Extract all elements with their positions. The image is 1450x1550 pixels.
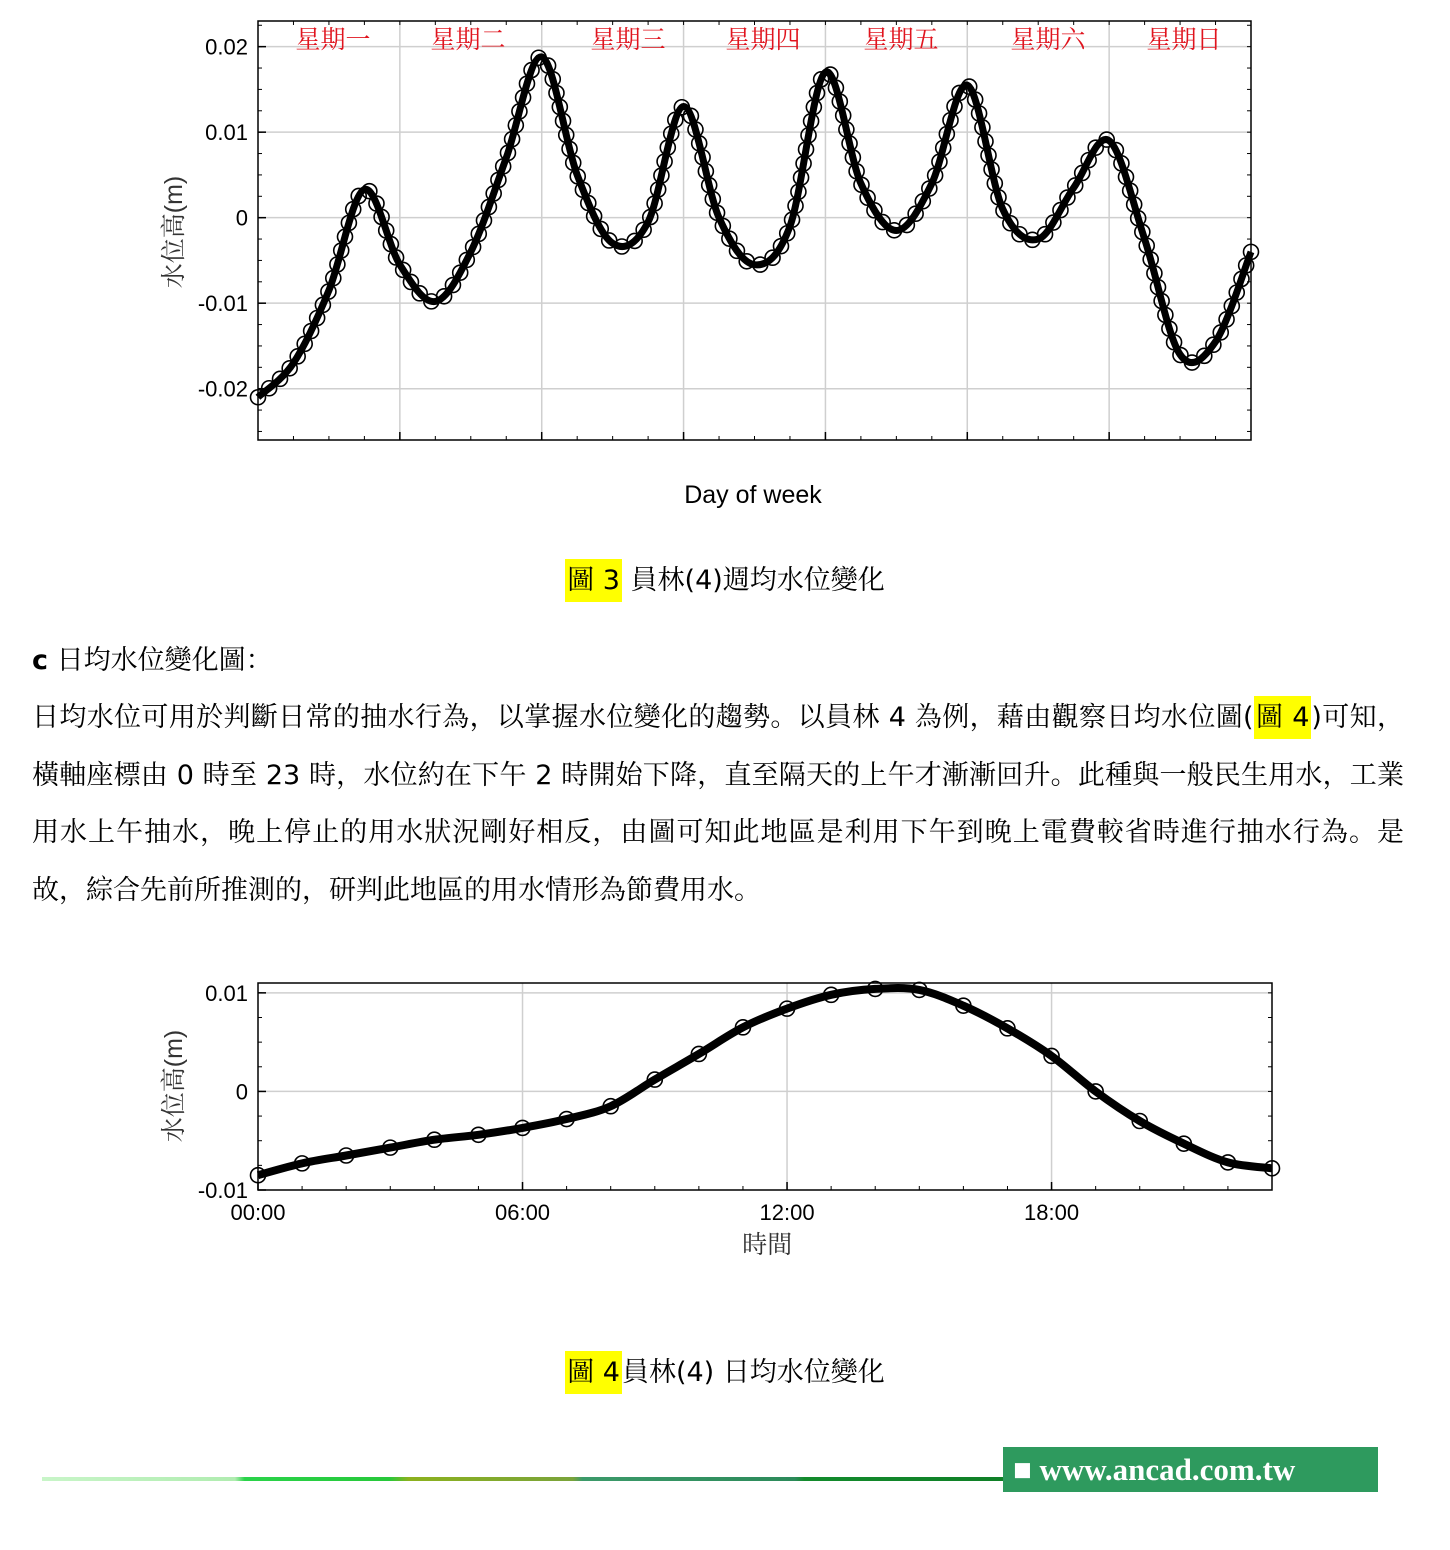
figure4-caption-text: 員林(4) 日均水位變化 [621,1357,885,1388]
x-tick-label: 06:00 [494,1200,551,1225]
paragraph-text-1: 日均水位可用於判斷日常的抽水行為，以掌握水位變化的趨勢。以員林 4 為例，藉由觀察日均水位圖( [32,702,1254,733]
section-heading-text: 日均水位變化圖： [48,645,273,676]
y-axis-title: 水位高(m) [160,175,188,289]
day-label: 星期五 [863,26,939,54]
daily-water-level-chart [0,975,1450,1299]
footer-url: www.ancad.com.tw [1031,1452,1296,1487]
y-tick-label: 0 [235,205,248,231]
paragraph-text-2: )可知，橫軸座標由 0 時至 23 時，水位約在下午 2 時開始下降，直至隔天的上午才漸漸回升。此種與一般民生用水，工業用水上午抽水，晚上停止的用水狀況剛好相反，由圖可知此地區是利用下午到晚上電費較省時進行抽水行為。是故，綜合先前所推測的，研判此地區的用水情形為節費用水。 [32,702,1404,906]
y-axis-title: 水位高(m) [160,1029,188,1143]
y-tick-label: 0 [235,1079,248,1105]
x-tick-label: 12:00 [759,1200,815,1225]
figure4-caption [0,1350,1450,1389]
day-label: 星期一 [295,26,371,54]
y-tick-label: 0.02 [205,34,248,60]
day-label: 星期日 [1146,26,1222,54]
y-tick-label: -0.02 [197,376,248,402]
daily-chart-series [251,981,1280,1182]
figure4-reference: 圖 4 [1254,696,1312,739]
footer-url-badge[interactable] [1003,1447,1378,1492]
weekly-chart-frame [258,21,1251,440]
day-label: 星期二 [430,26,506,54]
day-label: 星期四 [725,26,801,54]
section-c-paragraph [32,689,1404,919]
day-label: 星期三 [590,26,666,54]
y-tick-label: 0.01 [205,980,248,1006]
square-icon: ■ [1013,1452,1032,1487]
y-tick-label: -0.01 [197,1178,248,1203]
weekly-series-line [258,57,1251,397]
daily-chart-labels [160,981,1272,1259]
figure3-caption-text: 員林(4)週均水位變化 [621,565,885,596]
figure3-caption [0,558,1450,597]
y-tick-label: 0.01 [205,120,248,146]
x-tick-label: 00:00 [230,1200,286,1225]
weekly-chart-grid [258,21,1251,440]
x-axis-title: 時間 [742,1231,793,1259]
day-label: 星期六 [1010,26,1086,54]
x-tick-label: 18:00 [1024,1200,1080,1225]
y-tick-label: -0.01 [197,291,248,317]
daily-series-line [258,988,1272,1175]
section-c-heading [32,632,1404,690]
daily-chart-svg [0,975,1450,1295]
weekly-chart-labels [160,21,1251,509]
x-axis-title: Day of week [684,481,822,509]
figure3-number: 圖 3 [565,559,622,602]
footer-gradient-line [42,1477,1007,1481]
weekly-chart-series [251,50,1259,404]
weekly-chart-svg [0,0,1450,520]
figure4-number: 圖 4 [565,1351,622,1394]
section-letter: c [32,645,49,676]
weekly-water-level-chart [0,0,1450,524]
